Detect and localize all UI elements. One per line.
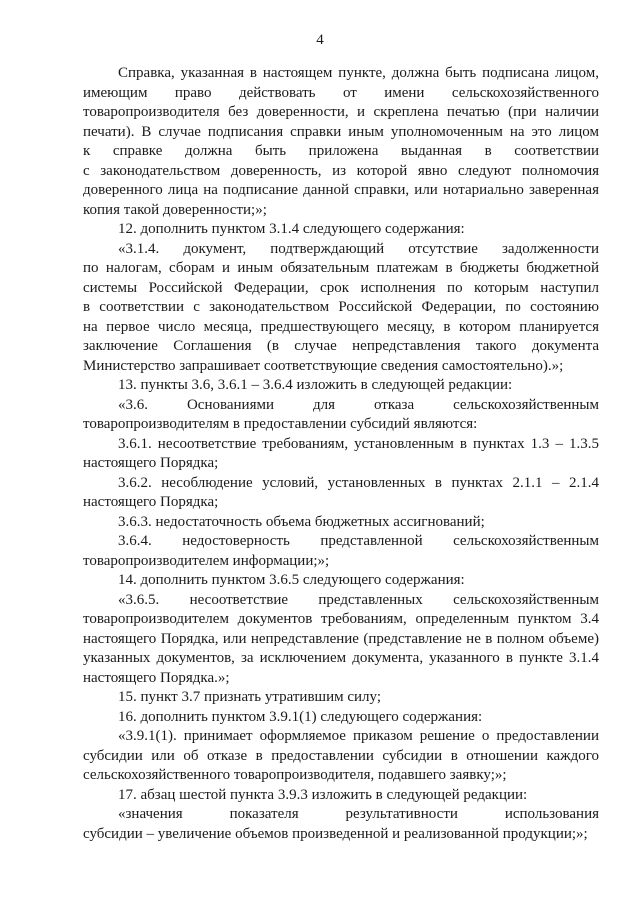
text-line: «3.6.5. несоответствие представленных сельскохозяйственным [118,591,599,608]
text-line: к справке должна быть приложена выданная в соответствии [83,143,599,159]
text-line: по налогам, сборам и иным обязательным платежам в бюджеты бюджетной [83,260,599,276]
text-line: «3.9.1(1). принимает оформляемое приказом решение о предоставлении [118,728,599,744]
text-line: субсидии – увеличение объемов произведенной и реализованной продукции;»; [83,825,588,842]
paragraph [83,591,599,689]
text-line: «3.1.4. документ, подтверждающий отсутствие задолженности [118,240,599,257]
text-line: товаропроизводителем документов требованиям, определенным пунктом 3.4 [83,611,599,627]
paragraph [83,435,599,474]
text-line: «3.6. Основаниями для отказа сельскохозяйственным [118,396,599,413]
text-line: 13. пункты 3.6, 3.6.1 – 3.6.4 изложить в следующей редакции: [118,377,513,393]
text-line: товаропроизводителем информации;»; [83,552,330,569]
text-line: настоящего Порядка.»; [83,669,230,686]
paragraph [83,532,599,571]
paragraph [83,708,599,728]
text-line: заключение Соглашения (в случае непредставления такого документа [83,338,599,354]
paragraph [83,220,599,240]
page-number: 4 [316,32,324,48]
text-line: товаропроизводителя без доверенности, и скреплена печатью (при наличии [83,104,599,120]
text-line: Министерство запрашивает соответствующие сведения самостоятельно).»; [83,357,564,374]
text-line: настоящего Порядка; [83,494,219,510]
text-line: имеющим право действовать от имени сельскохозяйственного [83,84,599,101]
paragraph [83,376,599,396]
paragraph [83,786,599,806]
paragraph [83,64,599,220]
text-line: указанных документов, за исключением документа, указанного в пункте 3.1.4 [83,650,599,666]
text-line: товаропроизводителям в предоставлении субсидий являются: [83,416,478,432]
text-line: настоящего Порядка; [83,455,219,471]
document-body [83,64,599,844]
text-line: 3.6.2. несоблюдение условий, установленных в пунктах 2.1.1 – 2.1.4 [118,474,599,491]
paragraph [83,396,599,435]
text-line: копия такой доверенности;»; [83,201,267,218]
text-line: 12. дополнить пунктом 3.1.4 следующего содержания: [118,221,465,237]
paragraph [83,571,599,591]
text-line: 14. дополнить пунктом 3.6.5 следующего содержания: [118,572,465,588]
text-line: 3.6.4. недостоверность представленной сельскохозяйственным [118,533,599,549]
text-line: печати). В случае подписания справки иным уполномоченным на это лицом [83,123,599,140]
text-line: «значения показателя результативности использования [118,806,599,822]
text-line: 16. дополнить пунктом 3.9.1(1) следующего содержания: [118,708,483,725]
text-line: 15. пункт 3.7 признать утратившим силу; [118,689,382,705]
text-line: системы Российской Федерации, срок исполнения по которым наступил [83,279,599,296]
paragraph [83,727,599,786]
text-line: сельскохозяйственного товаропроизводителя, подавшего заявку;»; [83,767,507,783]
text-line: с законодательством доверенность, из которой явно следуют полномочия [83,162,599,179]
text-line: на первое число месяца, предшествующего месяцу, в котором планируется [83,318,599,335]
text-line: доверенного лица на подписание данной справки, или нотариально заверенная [83,182,599,198]
text-line: в соответствии с законодательством Российской Федерации, по состоянию [83,299,599,315]
paragraph [83,240,599,377]
text-line: 3.6.1. несоответствие требованиям, установленным в пунктах 1.3 – 1.3.5 [118,435,599,452]
text-line: субсидии или об отказе в предоставлении субсидии в отношении каждого [83,747,599,764]
text-line: 17. абзац шестой пункта 3.9.3 изложить в следующей редакции: [118,786,528,803]
paragraph [83,805,599,844]
paragraph [83,688,599,708]
text-line: 3.6.3. недостаточность объема бюджетных ассигнований; [118,513,485,530]
text-line: Справка, указанная в настоящем пункте, должна быть подписана лицом, [118,65,599,81]
paragraph [83,474,599,513]
text-line: настоящего Порядка, или непредставление (представление не в полном объеме) [83,630,599,647]
paragraph [83,513,599,533]
